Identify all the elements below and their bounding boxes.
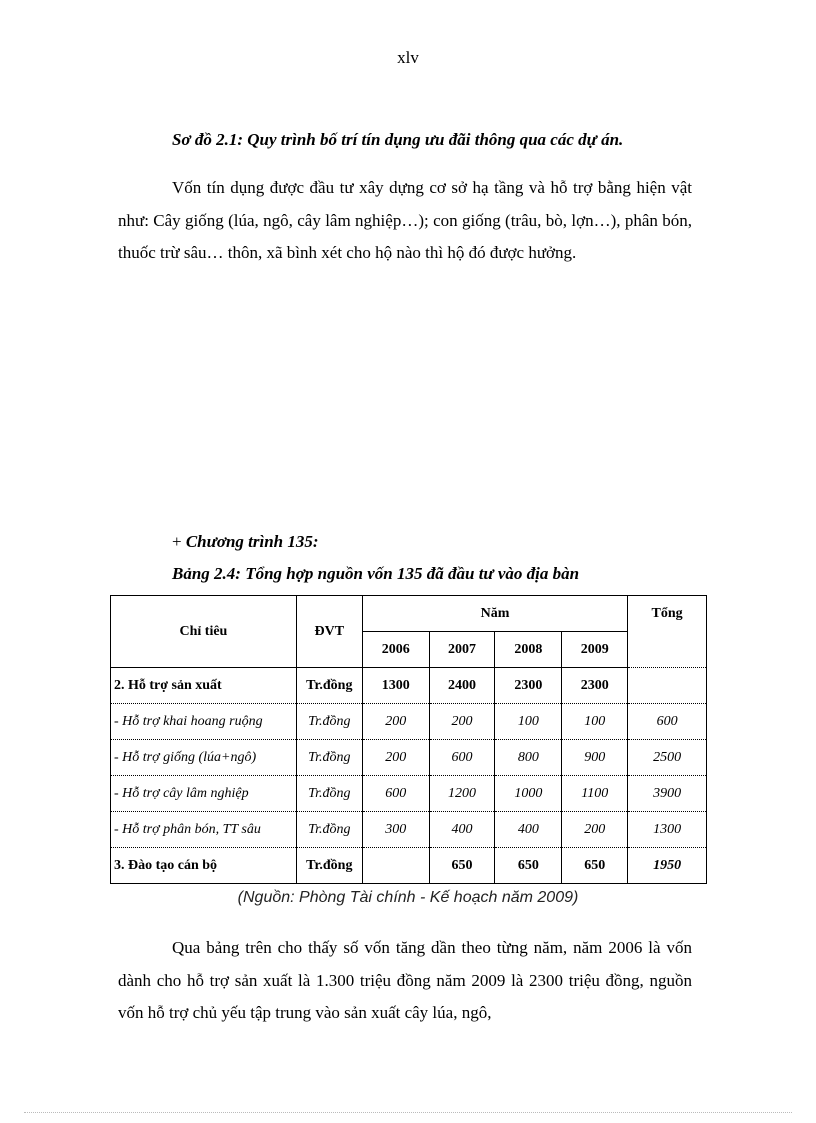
row-value: 400: [429, 812, 495, 848]
row-label: - Hỗ trợ giống (lúa+ngô): [111, 740, 297, 776]
header-year: 2008: [495, 632, 562, 668]
header-year: 2007: [429, 632, 495, 668]
program-label: Chương trình 135:: [185, 532, 319, 551]
row-label: - Hỗ trợ cây lâm nghiệp: [111, 776, 297, 812]
row-value: 900: [562, 740, 628, 776]
row-value: 200: [562, 812, 628, 848]
row-value: [362, 848, 429, 884]
header-total-spacer: [628, 632, 707, 668]
row-value: 400: [495, 812, 562, 848]
row-value: 650: [429, 848, 495, 884]
row-value: 100: [495, 704, 562, 740]
header-year-group: Năm: [362, 596, 627, 632]
row-value: 1000: [495, 776, 562, 812]
investment-table: [110, 595, 707, 884]
header-year: 2006: [362, 632, 429, 668]
row-value: 600: [429, 740, 495, 776]
table-row: [111, 668, 707, 704]
header-year: 2009: [562, 632, 628, 668]
row-total: 2500: [628, 740, 707, 776]
row-unit: Tr.đồng: [296, 848, 362, 884]
table-row: [111, 812, 707, 848]
row-value: 200: [429, 704, 495, 740]
row-value: 1300: [362, 668, 429, 704]
row-value: 650: [495, 848, 562, 884]
row-unit: Tr.đồng: [296, 704, 362, 740]
row-value: 2300: [562, 668, 628, 704]
footer-divider: [24, 1112, 792, 1113]
table-row: [111, 848, 707, 884]
row-total: 1950: [628, 848, 707, 884]
row-total: [628, 668, 707, 704]
header-unit: ĐVT: [296, 596, 362, 668]
program-prefix: +: [172, 532, 186, 551]
row-total: 3900: [628, 776, 707, 812]
paragraph-2: Qua bảng trên cho thấy số vốn tăng dần theo từng năm, năm 2006 là vốn dành cho hỗ trợ sản xuất là 1.300 triệu đồng năm 2009 là 2300 triệu đồng, nguồn vốn hỗ trợ chủ yếu tập trung vào sản xuất cây lúa, ngô,: [118, 938, 692, 1022]
row-value: 200: [362, 740, 429, 776]
row-value: 200: [362, 704, 429, 740]
program-heading: [172, 532, 319, 552]
row-label: 3. Đào tạo cán bộ: [111, 848, 297, 884]
row-value: 1200: [429, 776, 495, 812]
row-unit: Tr.đồng: [296, 776, 362, 812]
table-row: [111, 776, 707, 812]
row-value: 800: [495, 740, 562, 776]
page-number: xlv: [397, 48, 419, 67]
row-label: 2. Hỗ trợ sản xuất: [111, 668, 297, 704]
diagram-caption: Sơ đồ 2.1: Quy trình bố trí tín dụng ưu đãi thông qua các dự án.: [172, 130, 624, 149]
row-unit: Tr.đồng: [296, 740, 362, 776]
row-unit: Tr.đồng: [296, 668, 362, 704]
row-value: 1100: [562, 776, 628, 812]
row-value: 100: [562, 704, 628, 740]
header-total: Tổng: [628, 596, 707, 632]
row-total: 1300: [628, 812, 707, 848]
row-value: 600: [362, 776, 429, 812]
table-caption: Bảng 2.4: Tổng hợp nguồn vốn 135 đã đầu tư vào địa bàn: [172, 564, 580, 583]
source-note: (Nguồn: Phòng Tài chính - Kế hoạch năm 2009): [237, 889, 579, 906]
row-value: 650: [562, 848, 628, 884]
row-label: - Hỗ trợ phân bón, TT sâu: [111, 812, 297, 848]
header-indicator: Chỉ tiêu: [111, 596, 297, 668]
table-row: [111, 740, 707, 776]
row-value: 300: [362, 812, 429, 848]
row-value: 2400: [429, 668, 495, 704]
row-value: 2300: [495, 668, 562, 704]
paragraph-1: Vốn tín dụng được đầu tư xây dựng cơ sở hạ tầng và hỗ trợ bằng hiện vật như: Cây giống (lúa, ngô, cây lâm nghiệp…); con giống (trâu, bò, lợn…), phân bón, thuốc trừ sâu… thôn, xã bình xét cho hộ nào thì hộ đó được hưởng.: [118, 178, 692, 262]
table-row: [111, 704, 707, 740]
row-unit: Tr.đồng: [296, 812, 362, 848]
row-total: 600: [628, 704, 707, 740]
row-label: - Hỗ trợ khai hoang ruộng: [111, 704, 297, 740]
